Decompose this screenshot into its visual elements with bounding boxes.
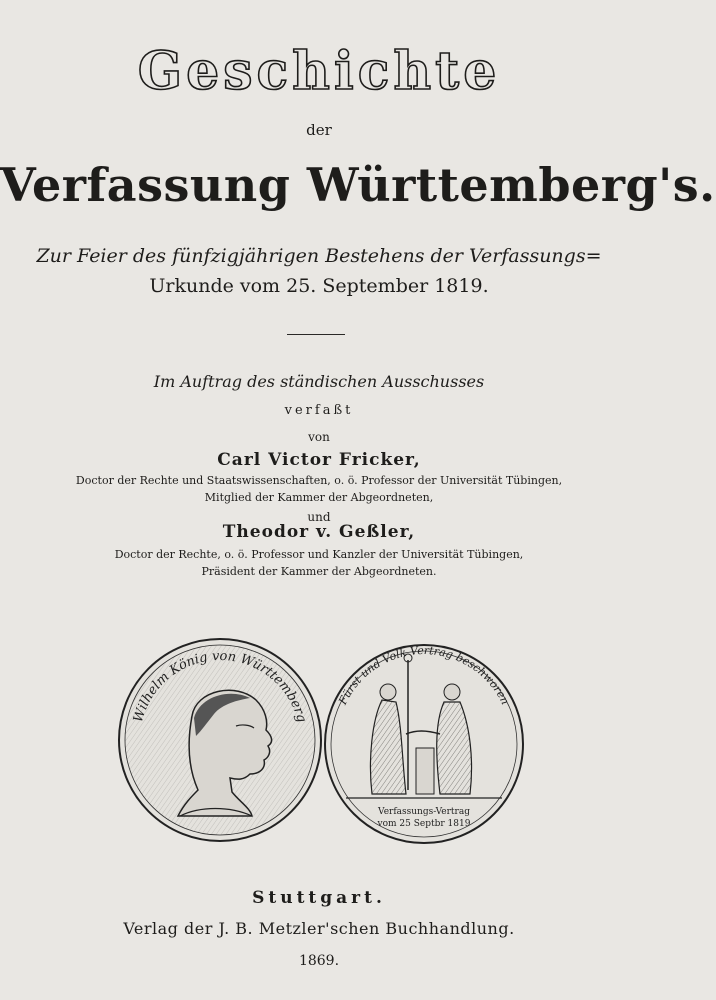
subtitle-line-2: Urkunde vom 25. September 1819. <box>149 275 489 297</box>
imprint-publisher: Verlag der J. B. Metzler'schen Buchhandlung. <box>123 919 515 938</box>
medal-illustration <box>110 630 530 848</box>
verfasst-line: verfaßt <box>284 403 354 418</box>
commission-line: Im Auftrag des ständischen Ausschusses <box>153 372 485 391</box>
author-1-title-2: Mitglied der Kammer der Abgeordneten, <box>204 491 434 504</box>
und-line: und <box>307 510 331 524</box>
author-1-title-1: Doctor der Rechte und Staatswissenschaften, o. ö. Professor der Universität Tübingen, <box>75 474 563 487</box>
left-medal-legend: Wilhelm König von Württemberg <box>131 648 309 725</box>
divider-rule <box>287 334 345 335</box>
title-line-1: Geschichte <box>137 41 501 102</box>
title-line-2: der <box>306 121 332 139</box>
von-line: von <box>308 430 330 444</box>
imprint-city: Stuttgart. <box>252 888 386 908</box>
right-medal-exergue-2: vom 25 Septbr 1819 <box>377 819 471 829</box>
portrait-medal <box>119 639 321 841</box>
right-medal-legend: Fürst und Volk Vertrag beschworen <box>336 643 512 707</box>
allegory-medal <box>325 644 523 843</box>
subtitle-line-1: Zur Feier des fünfzigjährigen Bestehens der Verfassungs= <box>36 245 602 267</box>
imprint-year: 1869. <box>298 953 340 969</box>
title-line-3: Verfassung Württemberg's. <box>0 158 716 212</box>
author-2-title-2: Präsident der Kammer der Abgeordneten. <box>201 565 437 578</box>
author-2-name: Theodor v. Geßler, <box>222 522 416 542</box>
author-1-name: Carl Victor Fricker, <box>217 450 421 470</box>
right-medal-exergue-1: Verfassungs-Vertrag <box>378 807 470 817</box>
author-2-title-1: Doctor der Rechte, o. ö. Professor und Kanzler der Universität Tübingen, <box>114 548 524 561</box>
